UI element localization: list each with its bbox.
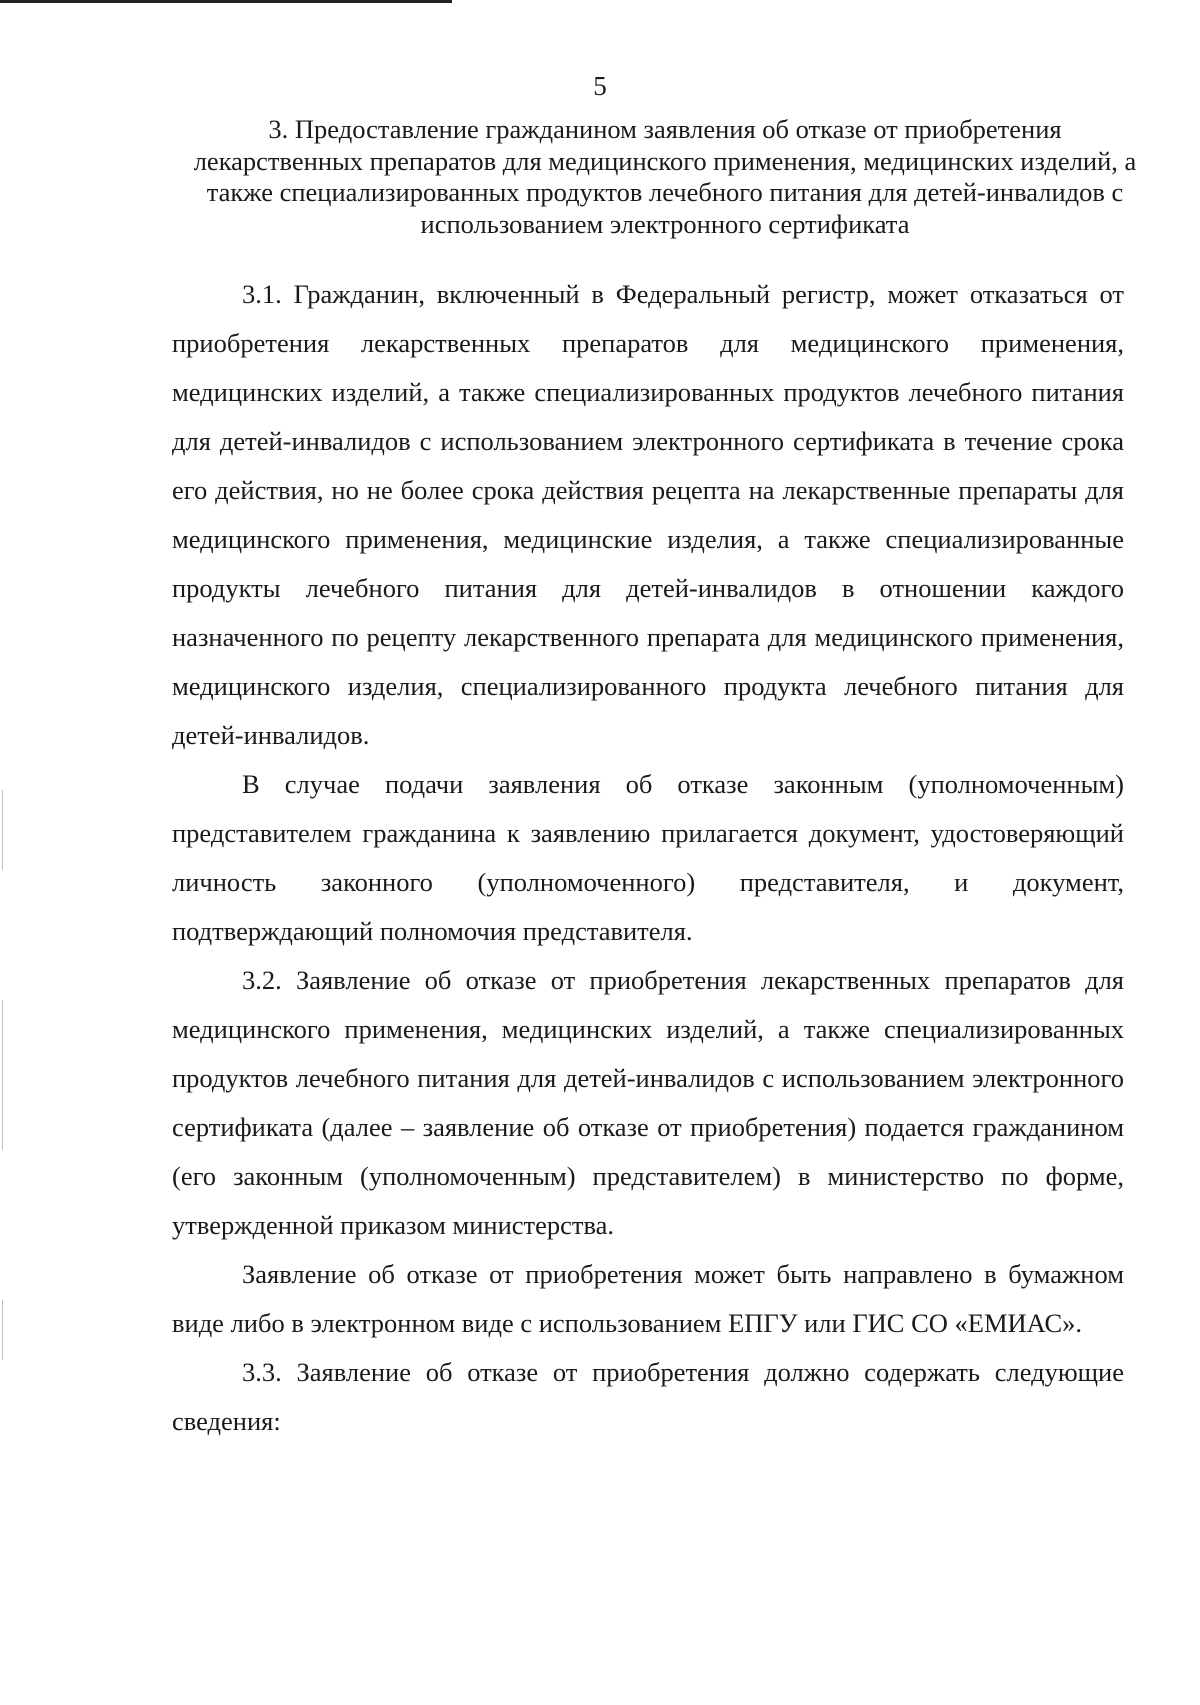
paragraph-3-1: 3.1. Гражданин, включенный в Федеральный регистр, может отказаться от приобретения лекарственных препаратов для медицинского применения, медицинских изделий, а также специализированных продуктов лечебного питания для детей-инвалидов с использованием электронного сертификата в течение срока его действия, но не более срока действия рецепта на лекарственные препараты для медицинского применения, медицинские изделия, а также специализированные продукты лечебного питания для детей-инвалидов в отношении каждого назначенного по рецепту лекарственного препарата для медицинского применения, медицинского изделия, специализированного продукта лечебного питания для детей-инвалидов. — [172, 279, 1124, 750]
section-heading: 3. Предоставление гражданином заявления об отказе от приобретения лекарственных препаратов для медицинского применения, медицинских изделий, а также специализированных продуктов лечебного питания для детей-инвалидов с использованием электронного сертификата — [193, 114, 1137, 239]
paragraph-3-2: 3.2. Заявление об отказе от приобретения лекарственных препаратов для медицинского применения, медицинских изделий, а также специализированных продуктов лечебного питания для детей-инвалидов с использованием электронного сертификата (далее – заявление об отказе от приобретения) подается гражданином (его законным (уполномоченным) представителем) в министерство по форме, утвержденной приказом министерства. — [172, 965, 1124, 1240]
paragraph-3-3: 3.3. Заявление об отказе от приобретения должно содержать следующие сведения: — [172, 1357, 1124, 1436]
paragraph-submission: Заявление об отказе от приобретения может быть направлено в бумажном виде либо в электронном виде с использованием ЕПГУ или ГИС СО «ЕМИАС». — [172, 1259, 1124, 1338]
paragraph-representative: В случае подачи заявления об отказе законным (уполномоченным) представителем гражданина к заявлению прилагается документ, удостоверяющий личность законного (уполномоченного) представителя, и документ, подтверждающий полномочия представителя. — [172, 769, 1124, 946]
scan-edge-mark — [2, 790, 3, 870]
document-body — [172, 270, 1124, 1446]
scan-top-rule — [0, 0, 452, 3]
scan-edge-mark — [2, 1300, 3, 1360]
page-number: 5 — [593, 71, 607, 101]
scan-edge-mark — [2, 1000, 3, 1150]
